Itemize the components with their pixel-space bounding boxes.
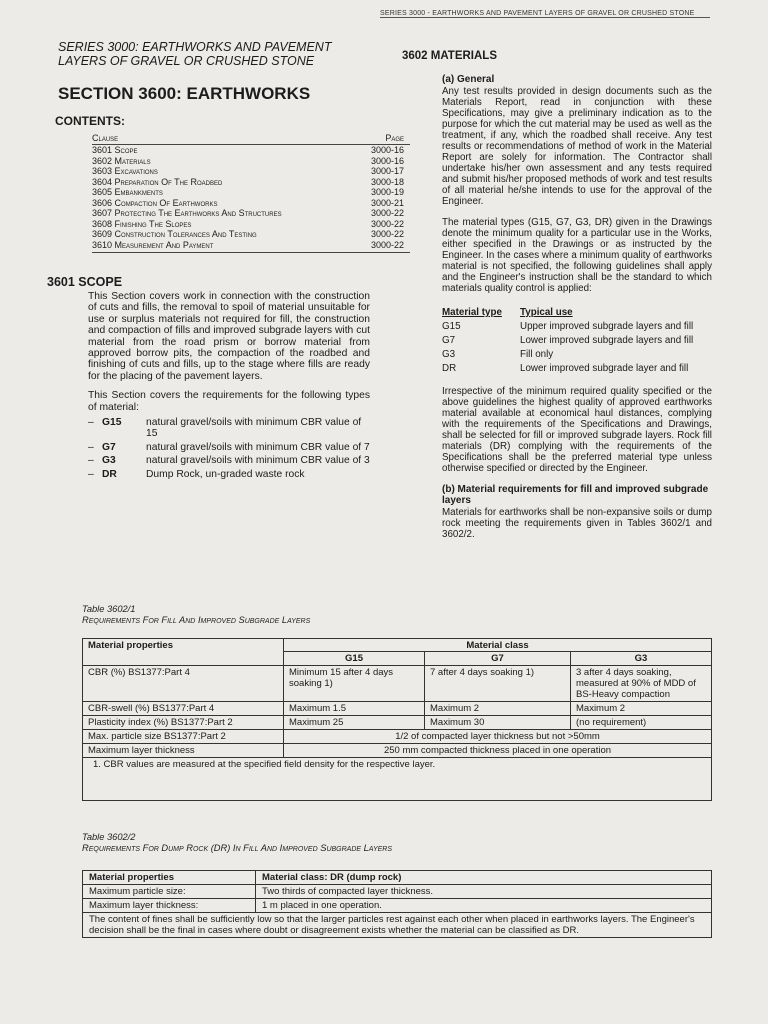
materials-paragraph: Any test results provided in design documents such as the Materials Report, read in conjunction with these Specifications, may give a preliminary indication as to the purpose for which the cut material may be used as well as the treatment, if any, which the roadbed shall receive. Any test results or recommendations of method of work in the Material Report are solely for information. The Contractor shall undertake his/her own assessment and any tests required and submit his/her proposed methods of work and test results of all material he/she intends to use for the approval of the Engineer. xyxy=(442,86,712,207)
table1-cell: (no requirement) xyxy=(571,716,712,730)
toc-page: 3000-16 xyxy=(370,155,404,166)
scope-paragraph: This Section covers the requirements for the following types of material: xyxy=(88,390,370,413)
toc-page-header: Page xyxy=(356,132,410,145)
material-code: G3 xyxy=(102,455,116,467)
dump-rock-table xyxy=(82,870,712,938)
table1-span-cell: 250 mm compacted thickness placed in one operation xyxy=(284,744,712,758)
typical-type: G7 xyxy=(442,335,456,346)
table1-props-header: Material properties xyxy=(83,639,284,666)
table1-cell: 7 after 4 days soaking 1) xyxy=(425,666,571,702)
table1-col-header: G7 xyxy=(425,652,571,666)
typical-type-header: Material type xyxy=(442,307,502,318)
materials-paragraph: The material types (G15, G7, G3, DR) given in the Drawings denote the minimum quality for a particular use in the Works, either specified in the Drawings or as instructed by the Engineer. In the cases where a minimum quality of earthworks material is not specified, the following guidelines shall apply and the Engineer's instruction shall be the standard to which materials quality control is applied: xyxy=(442,217,712,294)
material-code: DR xyxy=(102,468,117,480)
typical-use-row xyxy=(442,348,712,362)
typical-use-header: Typical use xyxy=(520,307,573,318)
typical-use-row xyxy=(442,334,712,348)
list-dash: – xyxy=(88,468,94,480)
table2-prop: Maximum particle size: xyxy=(83,885,256,899)
materials-heading: 3602 MATERIALS xyxy=(402,50,498,62)
material-description: natural gravel/soils with minimum CBR value of 15 xyxy=(146,417,362,440)
toc-page: 3000-18 xyxy=(370,176,404,187)
table1-span-cell: 1/2 of compacted layer thickness but not >50mm xyxy=(284,730,712,744)
materials-paragraph: Irrespective of the minimum required quality specified or the above guidelines the highest quality of approved earthworks material available at economical haul distances, complying with the requirements of the Specifications and Drawings, shall be selected for fill or improved subgrade layers. Rock fill materials (DR) complying with the requirements of the Specifications shall be the preferred material type unless otherwise specified or directed by the Engineer. xyxy=(442,386,712,474)
list-dash: – xyxy=(88,417,94,429)
fill-requirements-table xyxy=(82,638,712,801)
material-description: natural gravel/soils with minimum CBR value of 3 xyxy=(146,455,370,467)
table1-prop: Plasticity index (%) BS1377:Part 2 xyxy=(83,716,284,730)
table1-number: Table 3602/1 xyxy=(82,604,136,614)
toc-clause: 3606 Compaction Of Earthworks xyxy=(92,197,218,208)
table1-note: 1. CBR values are measured at the specified field density for the respective layer. xyxy=(83,758,712,801)
table2-caption xyxy=(82,832,392,854)
table2-class-header: Material class: DR (dump rock) xyxy=(256,871,712,885)
table2-number: Table 3602/2 xyxy=(82,832,136,842)
toc-clause: 3602 Materials xyxy=(92,155,151,166)
right-column xyxy=(400,50,712,540)
toc-page: 3000-22 xyxy=(370,208,404,218)
toc-clause: 3603 Excavations xyxy=(92,166,158,176)
typical-use: Upper improved subgrade layers and fill xyxy=(520,321,694,332)
toc-clause: 3604 Preparation Of The Roadbed xyxy=(92,176,223,187)
table1-prop: CBR (%) BS1377:Part 4 xyxy=(83,666,284,702)
material-type-item xyxy=(88,469,370,480)
left-column xyxy=(40,40,404,482)
table2-cell: Two thirds of compacted layer thickness. xyxy=(256,885,712,899)
table1-prop: Max. particle size BS1377:Part 2 xyxy=(83,730,284,744)
typical-type: G3 xyxy=(442,349,456,360)
series-title: SERIES 3000: EARTHWORKS AND PAVEMENT LAYERS OF GRAVEL OR CRUSHED STONE xyxy=(58,40,332,68)
typical-use: Fill only xyxy=(520,349,554,360)
toc-clause: 3608 Finishing The Slopes xyxy=(92,218,192,229)
typical-type: G15 xyxy=(442,321,461,332)
typical-use: Lower improved subgrade layer and fill xyxy=(520,363,689,374)
toc-page: 3000-21 xyxy=(370,197,404,208)
materials-paragraph: Materials for earthworks shall be non-expansive soils or dump rock meeting the requirements given in Tables 3602/1 and 3602/2. xyxy=(442,507,712,540)
table1-col-header: G3 xyxy=(571,652,712,666)
table1-cell: Maximum 25 xyxy=(284,716,425,730)
table2-prop: Maximum layer thickness: xyxy=(83,899,256,913)
table2-title: Requirements For Dump Rock (DR) In Fill And Improved Subgrade Layers xyxy=(82,843,393,853)
section-title: SECTION 3600: EARTHWORKS xyxy=(58,84,311,103)
material-code: G7 xyxy=(102,441,116,453)
table1-cell: Maximum 2 xyxy=(571,702,712,716)
material-description: Dump Rock, un-graded waste rock xyxy=(146,468,305,480)
table1-title: Requirements For Fill And Improved Subgrade Layers xyxy=(82,615,311,625)
scope-heading: 3601 SCOPE xyxy=(47,275,123,289)
running-header: SERIES 3000 - EARTHWORKS AND PAVEMENT LAYERS OF GRAVEL OR CRUSHED STONE xyxy=(380,10,710,18)
toc-page: 3000-17 xyxy=(370,166,404,176)
material-type-list xyxy=(88,417,370,480)
table2-props-header: Material properties xyxy=(83,871,256,885)
table1-prop: Maximum layer thickness xyxy=(83,744,284,758)
typical-use-row xyxy=(442,320,712,334)
list-dash: – xyxy=(88,441,94,453)
table1-class-header: Material class xyxy=(284,639,712,652)
requirements-subheading: (b) Material requirements for fill and improved subgrade layers xyxy=(442,484,709,506)
toc-clause-header: Clause xyxy=(92,132,356,145)
material-description: natural gravel/soils with minimum CBR value of 7 xyxy=(146,441,370,453)
toc-clause: 3607 Protecting The Earthworks And Structures xyxy=(92,208,282,218)
toc-page: 3000-19 xyxy=(370,187,404,197)
table2-note: The content of fines shall be sufficiently low so that the larger particles rest against each other when placed in earthworks layers. The Engineer's decision shall be the final in cases where doubt or disagreement exists whether the material can be classified as DR. xyxy=(83,913,712,938)
table1-cell: Minimum 15 after 4 days soaking 1) xyxy=(284,666,425,702)
table1-cell: 3 after 4 days soaking, measured at 90% of MDD of BS-Heavy compaction xyxy=(571,666,712,702)
toc-clause: 3601 Scope xyxy=(92,145,138,155)
contents-table xyxy=(92,132,410,253)
table1-caption xyxy=(82,604,310,626)
table2-cell: 1 m placed in one operation. xyxy=(256,899,712,913)
table1-prop: CBR-swell (%) BS1377:Part 4 xyxy=(83,702,284,716)
material-code: G15 xyxy=(102,417,122,429)
material-type-item xyxy=(88,455,370,466)
material-type-item xyxy=(88,442,370,453)
table1-cell: Maximum 1.5 xyxy=(284,702,425,716)
table1-cell: Maximum 30 xyxy=(425,716,571,730)
typical-use: Lower improved subgrade layers and fill xyxy=(520,335,694,346)
toc-clause: 3605 Embankments xyxy=(92,187,163,197)
general-subheading: (a) General xyxy=(442,74,495,85)
typical-type: DR xyxy=(442,363,457,374)
scope-paragraph: This Section covers work in connection with the construction of cuts and fills, the removal to spoil of material unsuitable for use or surplus materials not required for fill, the construction and compaction of fills and improved subgrade layers with cut material from the road prism or borrow material from approved borrow pits, the compaction of the roadbed and finishing of cuts and fills, up to the stage where fills are ready for the placing of the pavement layers. xyxy=(88,291,370,382)
contents-heading: CONTENTS: xyxy=(55,114,125,128)
material-type-item xyxy=(88,417,370,440)
table1-cell: Maximum 2 xyxy=(425,702,571,716)
typical-use-row xyxy=(442,362,712,376)
toc-page: 3000-16 xyxy=(370,145,404,155)
table1-col-header: G15 xyxy=(284,652,425,666)
toc-page: 3000-22 xyxy=(370,218,404,229)
toc-clause: 3609 Construction Tolerances And Testing xyxy=(92,229,257,239)
toc-page: 3000-22 xyxy=(370,229,404,239)
typical-use-list xyxy=(442,306,712,376)
toc-page: 3000-22 xyxy=(356,240,410,253)
toc-clause: 3610 Measurement And Payment xyxy=(92,240,356,253)
list-dash: – xyxy=(88,455,94,467)
